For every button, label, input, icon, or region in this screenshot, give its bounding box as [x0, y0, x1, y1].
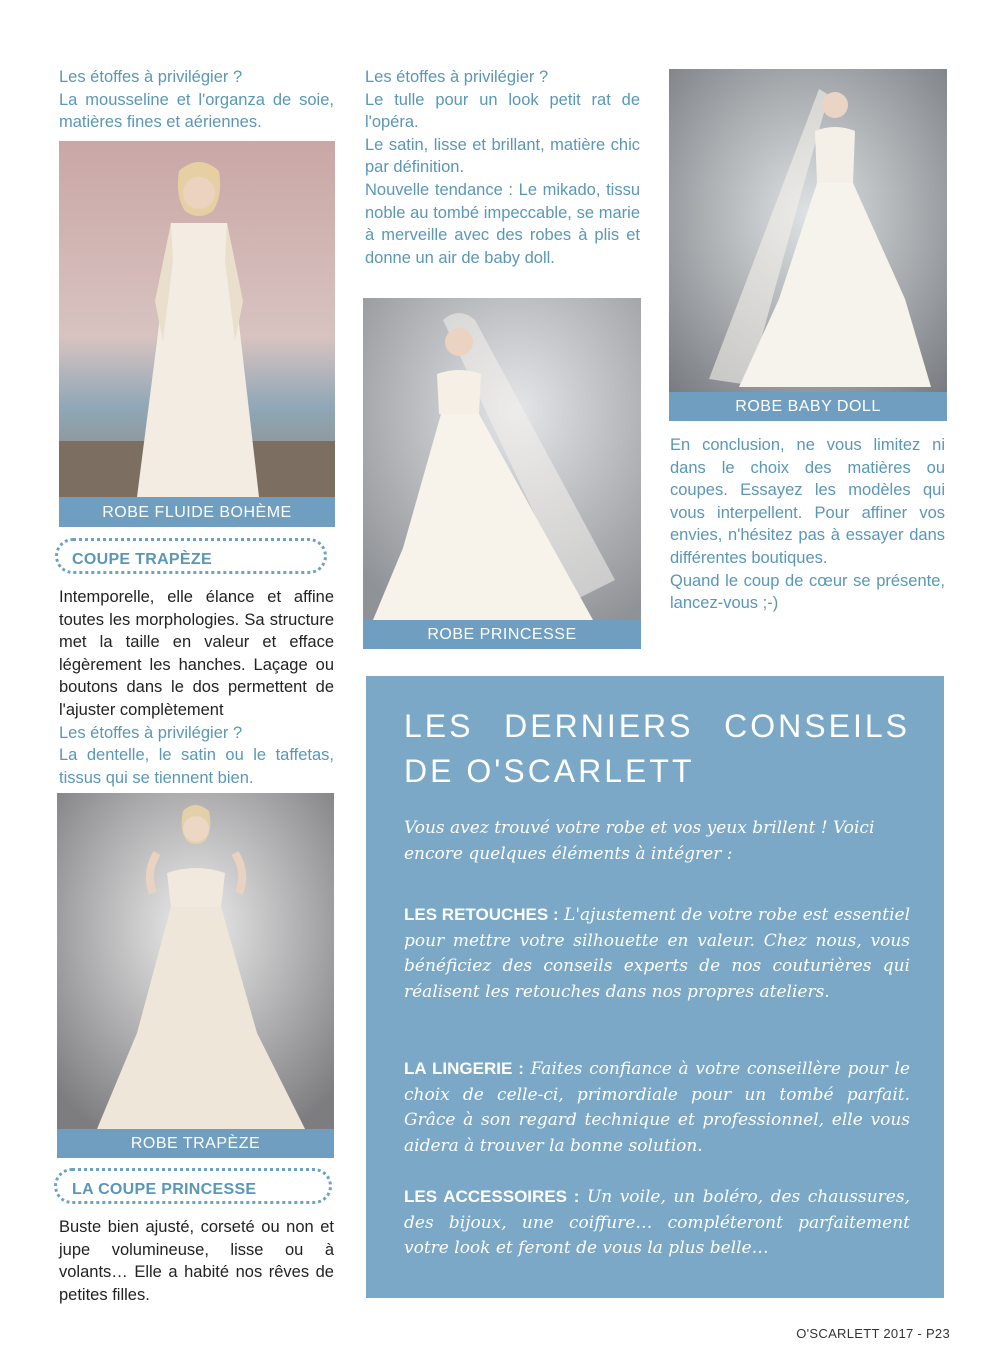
conclusion-paragraph: En conclusion, ne vous limitez ni dans le choix des matières ou coupes. Essayez les modèles qui vous interpellent. Pour affiner vos envies, n'hésitez pas à essayer dans différentes boutiques.	[670, 436, 945, 567]
text-coupe-princesse	[59, 1216, 334, 1306]
accessoires-text: Un voile, un boléro, des chaussures, des bijoux, une coiffure… compléteront parfaitement votre look et feront de vous la plus belle…	[404, 1187, 911, 1258]
text-coupe-trapeze	[59, 586, 334, 789]
page-footer: O'SCARLETT 2017 - P23	[796, 1326, 950, 1341]
col2-line-3: Le satin, lisse et brillant, matière chic par définition.	[365, 135, 640, 177]
caption-robe-fluide-boheme: ROBE FLUIDE BOHÈME	[59, 497, 335, 527]
trapeze-description: Intemporelle, elle élance et affine toutes les morphologies. Sa structure met la taille en valeur et efface légèrement les hanches. Laçage ou boutons dans le dos permettent de l'ajuster complètement	[59, 588, 334, 719]
caption-robe-princesse: ROBE PRINCESSE	[363, 620, 641, 649]
conclusion-closing: Quand le coup de cœur se présente, lancez-vous ;-)	[670, 571, 945, 613]
photo-robe-trapeze	[57, 793, 334, 1129]
intro-text-col1	[59, 66, 334, 134]
advice-section-lingerie	[404, 1056, 910, 1159]
retouches-label: LES RETOUCHES :	[404, 905, 559, 924]
advice-intro: Vous avez trouvé votre robe et vos yeux brillent ! Voici encore quelques éléments à intégrer :	[404, 818, 875, 864]
caption-robe-trapeze: ROBE TRAPÈZE	[57, 1129, 334, 1158]
accessoires-label: LES ACCESSOIRES :	[404, 1187, 580, 1206]
photo-robe-fluide-boheme	[59, 141, 335, 497]
trapeze-fabric-question: Les étoffes à privilégier ?	[59, 723, 243, 742]
fabric-question: Les étoffes à privilégier ?	[59, 68, 243, 86]
photo-robe-princesse	[363, 298, 641, 620]
advice-box-title: LES DERNIERS CONSEILS DE O'SCARLETT	[404, 708, 910, 789]
photo-robe-baby-doll	[669, 69, 947, 392]
lingerie-text: Faites confiance à votre conseillère pour le choix de celle-ci, primordiale pour un tombé parfait. Grâce à son regard technique et professionnel, elle vous aidera à trouver la bonne solution.	[404, 1059, 910, 1156]
lingerie-label: LA LINGERIE :	[404, 1059, 524, 1078]
fabric-answer: La mousseline et l'organza de soie, matières fines et aériennes.	[59, 90, 334, 132]
princesse-description: Buste bien ajusté, corseté ou non et jupe volumineuse, lisse ou à volants… Elle a habité nos rêves de petites filles.	[59, 1218, 334, 1304]
trapeze-fabric-answer: La dentelle, le satin ou le taffetas, tissus qui se tiennent bien.	[59, 746, 334, 787]
intro-text-col2	[365, 66, 640, 269]
advice-section-accessoires	[404, 1184, 910, 1262]
retouches-text: L'ajustement de votre robe est essentiel pour mettre votre silhouette en valeur. Chez nous, vous bénéficiez des conseils experts de nos couturières qui réalisent les retouches dans nos propres ateliers.	[404, 905, 911, 1002]
caption-robe-baby-doll: ROBE BABY DOLL	[669, 392, 947, 421]
badge-coupe-princesse: LA COUPE PRINCESSE	[54, 1168, 332, 1204]
col2-line-2: Le tulle pour un look petit rat de l'opéra.	[365, 90, 640, 132]
badge-coupe-trapeze: COUPE TRAPÈZE	[55, 538, 327, 574]
conclusion-text	[670, 434, 945, 615]
col2-line-1: Les étoffes à privilégier ?	[365, 68, 549, 86]
advice-box	[366, 676, 944, 1298]
col2-line-4: Nouvelle tendance : Le mikado, tissu noble au tombé impeccable, se marie à merveille avec des robes à plis et donne un air de baby doll.	[365, 180, 640, 267]
advice-section-retouches	[404, 902, 910, 1005]
